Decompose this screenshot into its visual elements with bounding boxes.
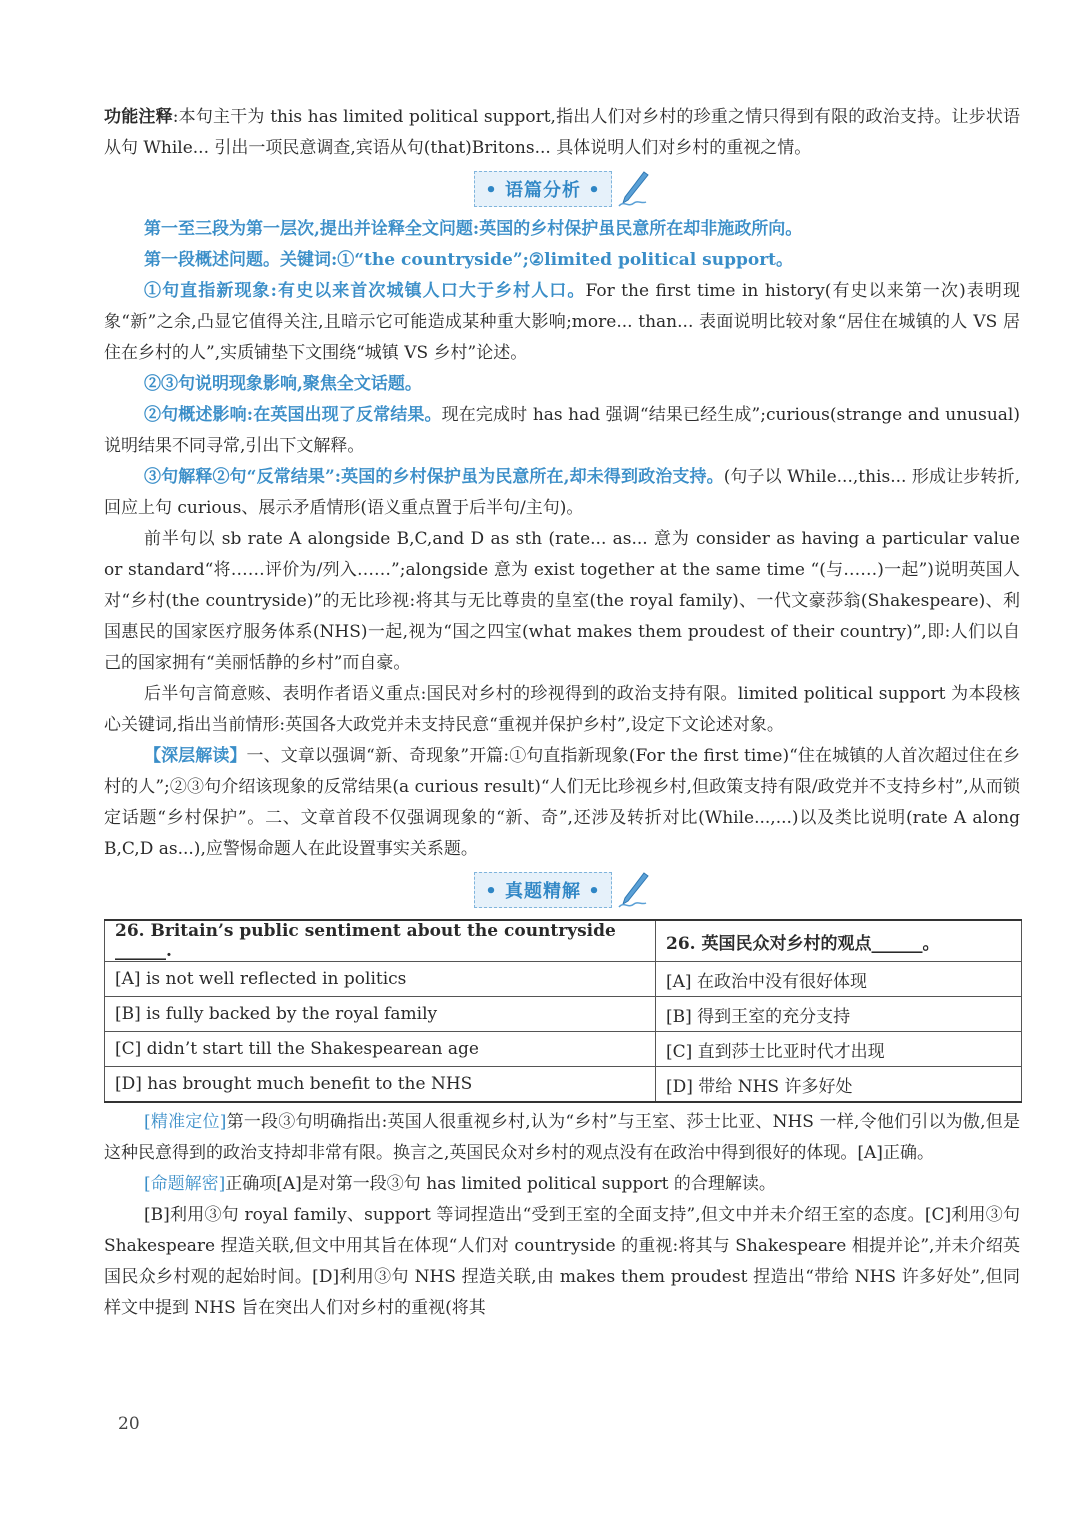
analysis-sentence-2-3: ②③句说明现象影响,聚焦全文话题。: [144, 374, 422, 394]
page-content: [104, 102, 1020, 1324]
precise-location: [精准定位]第一段③句明确指出:英国人很重视乡村,认为“乡村”与王室、莎士比亚、NHS 一样,令他们引以为傲,但是这种民意得到的政治支持却非常有限。换言之,英国民众对乡村的观点没有在政治中得到很好的体现。[A]正确。: [104, 1112, 1021, 1163]
distractor-analysis: [B]利用③句 royal family、support 等词捏造出“受到王室的全面支持”,但文中并未介绍王室的态度。[C]利用③句 Shakespeare 捏造关联,但文中用其旨在体现“人们对 countryside 的重视:将其与 Shakespeare 相提并论”,并未介绍英国民众乡村观的起始时间。[D]利用③句 NHS 捏造关联,由 makes them proudest 捏造出“带给 NHS 许多好处”,但同样文中提到 NHS 旨在突出人们对乡村的重视(将其: [104, 1205, 1020, 1318]
option-a-en: [A] is not well reflected in politics: [105, 962, 656, 997]
function-note: 功能注释:本句主干为 this has limited political support,指出人们对乡村的珍重之情只得到有限的政治支持。让步状语从句 While... 引出一项民意调查,宾语从句(that)Britons... 具体说明人们对乡村的重视之情。: [104, 107, 1021, 158]
question-en: 26. Britain’s public sentiment about the countryside ______.: [105, 920, 656, 962]
question-zh: 26. 英国民众对乡村的观点______。: [656, 920, 1022, 962]
deep-reading: 【深层解读】一、文章以强调“新、奇现象”开篇:①句直指新现象(For the first time)“住在城镇的人首次超过住在乡村的人”;②③句介绍该现象的反常结果(a curious result)“人们无比珍视乡村,但政策支持有限/政党并不支持乡村”,从而锁定话题“乡村保护”。二、文章首段不仅强调现象的“新、奇”,还涉及转折对比(While...,...)以及类比说明(rate A along B,C,D as...),应警惕命题人在此设置事实关系题。: [104, 746, 1020, 859]
option-d-en: [D] has brought much benefit to the NHS: [105, 1067, 656, 1103]
analysis-first-half: 前半句以 sb rate A alongside B,C,and D as sth (rate... as... 意为 consider as having a particular value or standard“将……评价为/列入……”;alongside 意为 exist together at the same time “(与……)一起”)说明英国人对“乡村(the countryside)”的无比珍视:将其与无比尊贵的皇室(the royal family)、一代文豪莎翁(Shakespeare)、利国惠民的国家医疗服务体系(NHS)一起,视为“国之四宝(what makes them proudest of their country)”,即:人们以自己的国家拥有“美丽恬静的乡村”而自豪。: [104, 529, 1020, 673]
layer-summary: 第一至三段为第一层次,提出并诠释全文问题:英国的乡村保护虽民意所在却非施政所向。: [144, 219, 803, 239]
question-table: [104, 919, 1022, 1103]
paragraph-overview: 第一段概述问题。关键词:①“the countryside”;②limited political support。: [144, 250, 794, 270]
page-number: 20: [118, 1414, 140, 1434]
option-d-zh: [D] 带给 NHS 许多好处: [656, 1067, 1022, 1103]
pen-icon: [616, 170, 650, 208]
pen-icon: [616, 871, 650, 909]
analysis-sentence-3: ③句解释②句“反常结果”:英国的乡村保护虽为民意所在,却未得到政治支持。(句子以 While...,this... 形成让步转折,回应上句 curious、展示矛盾情形(语义重点置于后半句/主句)。: [104, 467, 1021, 518]
option-c-en: [C] didn’t start till the Shakespearean age: [105, 1032, 656, 1067]
question-decoding: [命题解密]正确项[A]是对第一段③句 has limited political support 的合理解读。: [144, 1174, 776, 1194]
section-title: • 真题精解 •: [474, 872, 612, 908]
analysis-second-half: 后半句言简意赅、表明作者语义重点:国民对乡村的珍视得到的政治支持有限。limited political support 为本段核心关键词,指出当前情形:英国各大政党并未支持民意“重视并保护乡村”,设定下文论述对象。: [104, 684, 1020, 735]
table-row: [105, 1067, 1022, 1103]
option-b-en: [B] is fully backed by the royal family: [105, 997, 656, 1032]
table-row: [105, 997, 1022, 1032]
option-a-zh: [A] 在政治中没有很好体现: [656, 962, 1022, 997]
section-title: • 语篇分析 •: [474, 171, 612, 207]
section-header-questions: [104, 867, 1020, 913]
function-note-label: 功能注释: [104, 107, 173, 127]
analysis-sentence-2: ②句概述影响:在英国出现了反常结果。现在完成时 has had 强调“结果已经生成”;curious(strange and unusual)说明结果不同寻常,引出下文解释。: [104, 405, 1021, 456]
section-header-discourse: [104, 166, 1020, 212]
table-row: [105, 1032, 1022, 1067]
analysis-sentence-1: ①句直指新现象:有史以来首次城镇人口大于乡村人口。For the first time in history(有史以来第一次)表明现象“新”之余,凸显它值得关注,且暗示它可能造成某种重大影响;more... than... 表面说明比较对象“居住在城镇的人 VS 居住在乡村的人”,实质铺垫下文围绕“城镇 VS 乡村”论述。: [104, 281, 1020, 363]
table-row: [105, 962, 1022, 997]
table-row: [105, 920, 1022, 962]
option-b-zh: [B] 得到王室的充分支持: [656, 997, 1022, 1032]
option-c-zh: [C] 直到莎士比亚时代才出现: [656, 1032, 1022, 1067]
